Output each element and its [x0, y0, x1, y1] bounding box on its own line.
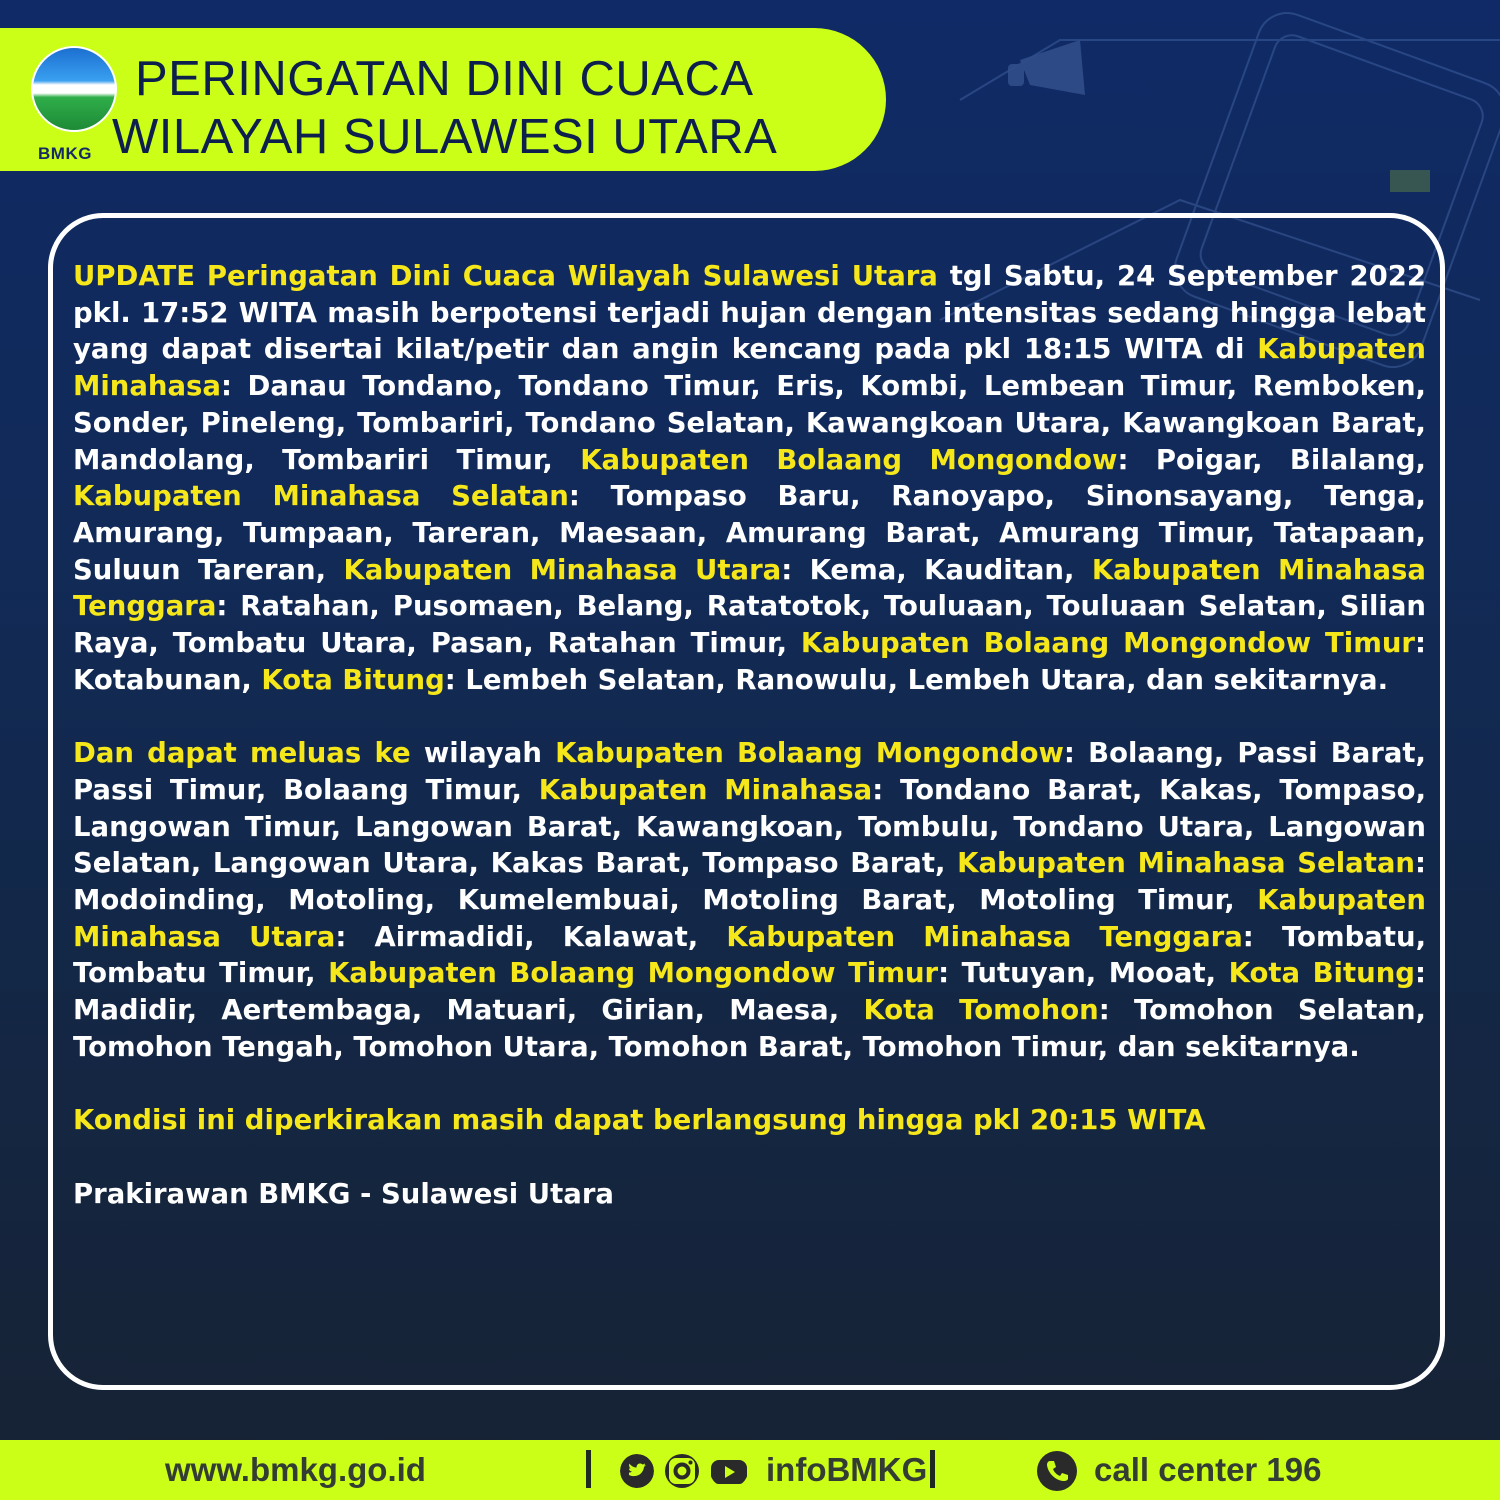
- title-line-1: PERINGATAN DINI CUACA: [135, 52, 754, 106]
- bulletin-text-segment: : Tombatu, Tombatu Timur,: [73, 920, 1427, 990]
- region-highlight: Kabupaten Minahasa: [73, 333, 1426, 403]
- bulletin-text-segment: : Bolaang, Passi Barat, Passi Timur, Bolaang Timur,: [73, 737, 1426, 806]
- bulletin-text-segment: : Danau Tondano, Tondano Timur, Eris, Kombi, Lembean Timur, Remboken, Sonder, Pineleng, Tombariri, Tondano Selatan, Kawangkoan Utara, Kawangkoan Barat, Mandolang, Tombariri Timur,: [73, 370, 1426, 476]
- region-highlight: Kabupaten Bolaang Mongondow: [580, 443, 1118, 476]
- region-highlight: Kabupaten Bolaang Mongondow Timur: [328, 957, 939, 990]
- bulletin-text: [73, 258, 1426, 1249]
- bmkg-logo: [28, 46, 118, 163]
- footer-bar: [0, 1440, 1500, 1500]
- bulletin-text-segment: : Poigar, Bilalang,: [1117, 443, 1426, 476]
- bulletin-text-segment: : Madidir, Aertembaga, Matuari, Girian, Maesa,: [73, 957, 1426, 1027]
- region-highlight: Kabupaten Minahasa Tenggara: [73, 553, 1426, 623]
- bulletin-text-segment: : Tutuyan, Mooat,: [938, 957, 1229, 990]
- footer-divider: [930, 1450, 935, 1488]
- youtube-icon[interactable]: [710, 1454, 748, 1488]
- region-highlight: Kabupaten Minahasa Utara: [343, 553, 782, 586]
- bulletin-text-segment: : Lembeh Selatan, Ranowulu, Lembeh Utara, dan sekitarnya.: [444, 663, 1389, 696]
- region-highlight: Kota Bitung: [261, 663, 445, 696]
- bmkg-logo-emblem: [31, 46, 117, 132]
- twitter-icon[interactable]: [620, 1454, 654, 1488]
- bmkg-logo-text: BMKG: [38, 144, 92, 163]
- region-highlight: Kabupaten Minahasa Selatan: [73, 480, 569, 513]
- region-highlight: Kota Tomohon: [863, 994, 1099, 1027]
- page-title: [112, 50, 777, 166]
- bulletin-text-segment: wilayah: [410, 737, 556, 770]
- bulletin-text-segment: : Tompaso Baru, Ranoyapo, Sinonsayang, Tenga, Amurang, Tumpaan, Tareran, Maesaan, Amurang Barat, Amurang Timur, Tatapaan, Suluun Tareran,: [73, 480, 1426, 586]
- region-highlight: Kabupaten Bolaang Mongondow Timur: [800, 627, 1415, 660]
- duration-note: Kondisi ini diperkirakan masih dapat berlangsung hingga pkl 20:15 WITA: [73, 1104, 1206, 1137]
- bulletin-text-segment: : Tondano Barat, Kakas, Tompaso, Langowan Timur, Langowan Barat, Kawangkoan, Tombulu, Tondano Utara, Langowan Selatan, Langowan Utara, Kakas Barat, Tompaso Barat,: [73, 773, 1427, 880]
- region-highlight: Dan dapat meluas ke: [73, 737, 411, 770]
- bulletin-text-segment: : Airmadidi, Kalawat,: [335, 920, 727, 953]
- bulletin-text-segment: : Kotabunan,: [73, 627, 1426, 696]
- website-link[interactable]: www.bmkg.go.id: [165, 1451, 426, 1488]
- region-highlight: Kabupaten Minahasa: [538, 773, 873, 806]
- bulletin-text-segment: tgl Sabtu, 24 September 2022 pkl. 17:52 WITA masih berpotensi terjadi hujan dengan intensitas sedang hingga lebat yang dapat disertai kilat/petir dan angin kencang pada pkl 18:15 WITA di: [73, 260, 1426, 366]
- title-line-2: WILAYAH SULAWESI UTARA: [112, 110, 778, 164]
- region-highlight: Kabupaten Minahasa Utara: [73, 883, 1426, 953]
- region-highlight: Kabupaten Minahasa Tenggara: [726, 920, 1243, 953]
- warning-paragraph: [73, 258, 1426, 698]
- region-highlight: Kota Bitung: [1228, 957, 1415, 990]
- bulletin-text-segment: : Tomohon Selatan, Tomohon Tengah, Tomohon Utara, Tomohon Barat, Tomohon Timur, dan sekitarnya.: [73, 994, 1426, 1063]
- forecaster-signature: Prakirawan BMKG - Sulawesi Utara: [73, 1177, 614, 1210]
- bulletin-text-segment: : Kema, Kauditan,: [781, 553, 1092, 586]
- bulletin-text-segment: : Modoinding, Motoling, Kumelembuai, Motoling Barat, Motoling Timur,: [73, 847, 1426, 916]
- footer-divider: [586, 1450, 591, 1488]
- phone-icon: [1036, 1450, 1078, 1492]
- region-highlight: Kabupaten Minahasa Selatan: [957, 847, 1415, 880]
- bulletin-text-segment: : Ratahan, Pusomaen, Belang, Ratatotok, Touluaan, Touluaan Selatan, Silian Raya, Tombatu Utara, Pasan, Ratahan Timur,: [73, 590, 1426, 660]
- instagram-icon[interactable]: [665, 1454, 699, 1488]
- header-banner: [0, 28, 886, 171]
- call-center[interactable]: call center 196: [1094, 1451, 1322, 1488]
- social-handle[interactable]: infoBMKG: [766, 1451, 928, 1488]
- expansion-paragraph: [73, 735, 1426, 1065]
- region-highlight: Kabupaten Bolaang Mongondow: [555, 737, 1064, 770]
- region-highlight: UPDATE Peringatan Dini Cuaca Wilayah Sulawesi Utara: [73, 260, 938, 292]
